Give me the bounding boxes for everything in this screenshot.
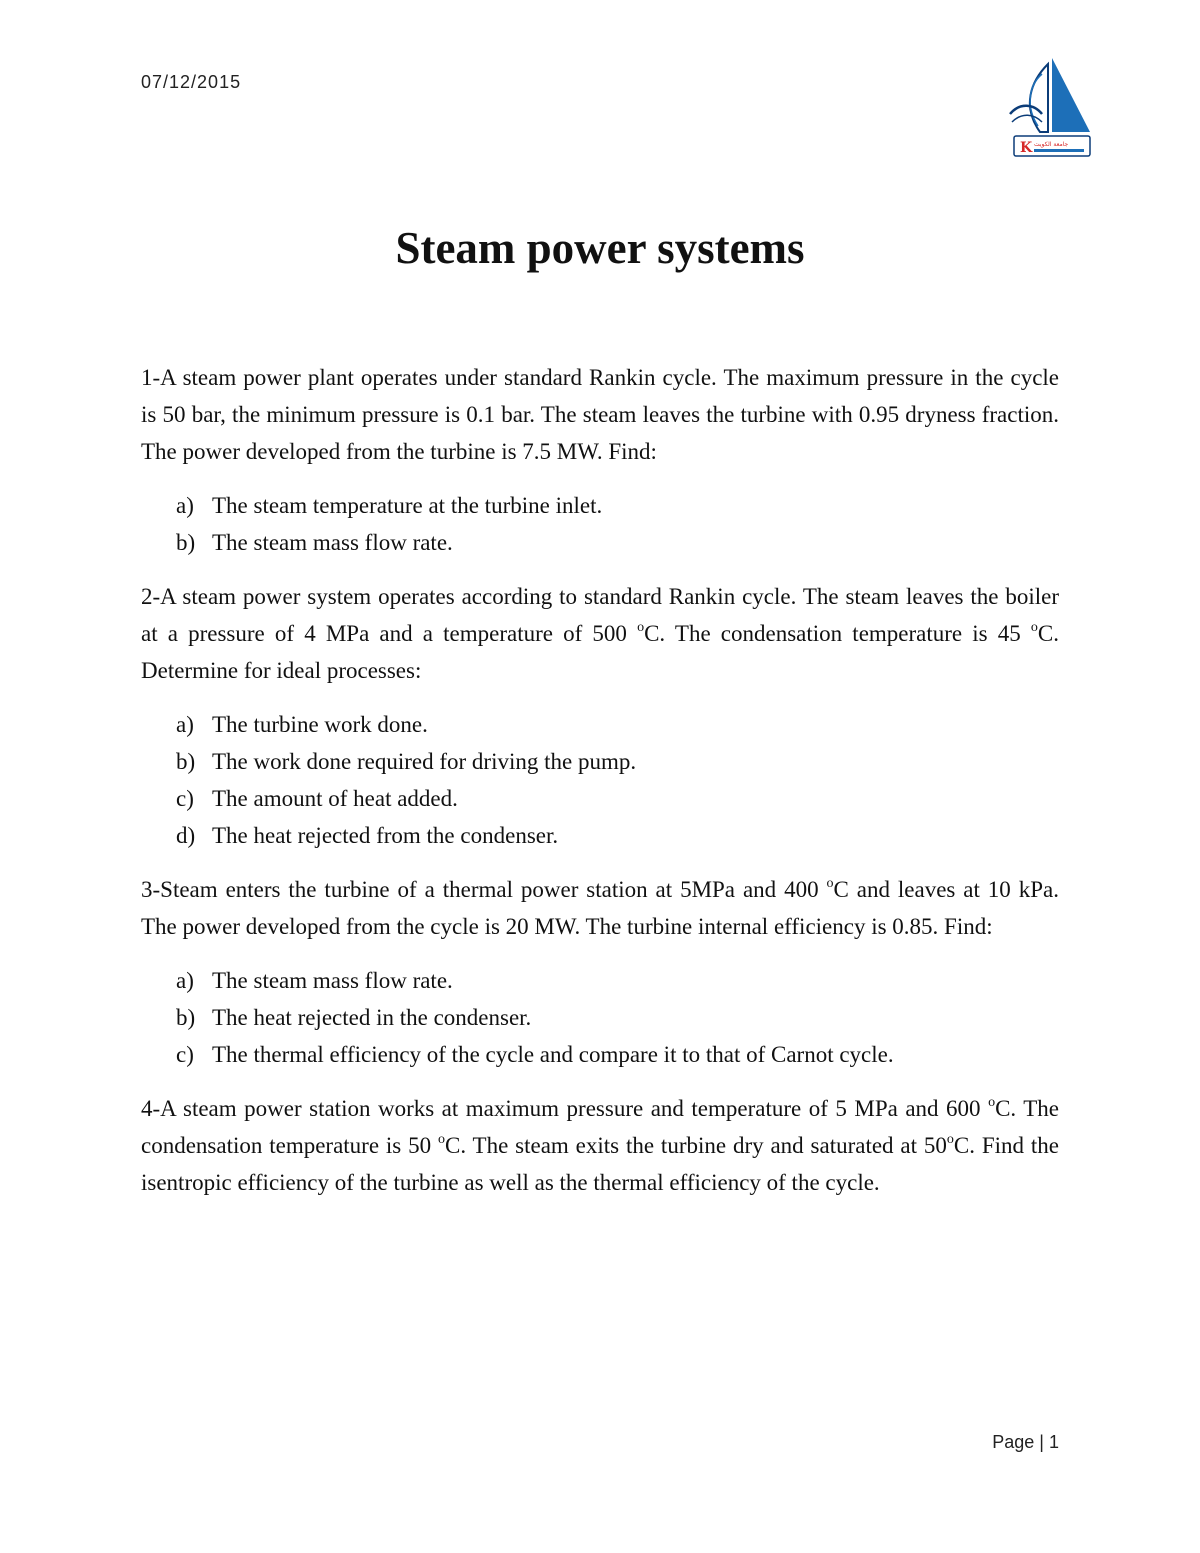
list-item: d) The heat rejected from the condenser.: [176, 823, 559, 848]
page-title: Steam power systems: [395, 223, 805, 273]
list-item: a) The steam mass flow rate.: [176, 968, 453, 993]
question-1: 1-A steam power plant operates under standard Rankin cycle. The maximum pressure in the cycle is 50 bar, the minimum pressure is 0.1 bar. The steam leaves the turbine with 0.95 dryness fraction. The power developed from the turbine is 7.5 MW. Find:: [141, 365, 1059, 464]
question-2-options: [141, 706, 1059, 854]
question-3: 3-Steam enters the turbine of a thermal power station at 5MPa and 400 $^o$C and leaves at 10 kPa. The power developed from the cycle is 20 MW. The turbine internal efficiency is 0.85. Find:: [141, 876, 1059, 939]
list-item: b) The work done required for driving the pump.: [176, 749, 637, 774]
list-item: b) The steam mass flow rate.: [176, 530, 453, 555]
list-item: b) The heat rejected in the condenser.: [176, 1005, 532, 1030]
question-4: 4-A steam power station works at maximum pressure and temperature of 5 MPa and 600 $^o$C. The condensation temperature is 50 $^o$C. The steam exits the turbine dry and saturated at 50$^o$C. Find the isentropic efficiency of the turbine as well as the thermal efficiency of the cycle.: [141, 1095, 1059, 1195]
question-2: 2-A steam power system operates according to standard Rankin cycle. The steam leaves the boiler at a pressure of 4 MPa and a temperature of 500 $^o$C. The condensation temperature is 45 $^o$C. Determine for ideal processes:: [141, 584, 1060, 683]
page-number: Page | 1: [992, 1432, 1059, 1452]
university-logo: [1000, 52, 1094, 160]
header-date: 07/12/2015: [141, 72, 242, 92]
list-item: a) The turbine work done.: [176, 712, 428, 737]
logo-text: جامعة الكويت: [1034, 141, 1069, 148]
svg-text:K: K: [1020, 140, 1033, 156]
question-3-options: [141, 962, 1059, 1073]
list-item: c) The thermal efficiency of the cycle and compare it to that of Carnot cycle.: [176, 1042, 894, 1067]
question-1-options: [141, 487, 1059, 561]
sailboat-logo-icon: [1000, 52, 1094, 160]
question-list: [141, 359, 1059, 1218]
list-item: c) The amount of heat added.: [176, 786, 458, 811]
list-item: a) The steam temperature at the turbine inlet.: [176, 493, 603, 518]
